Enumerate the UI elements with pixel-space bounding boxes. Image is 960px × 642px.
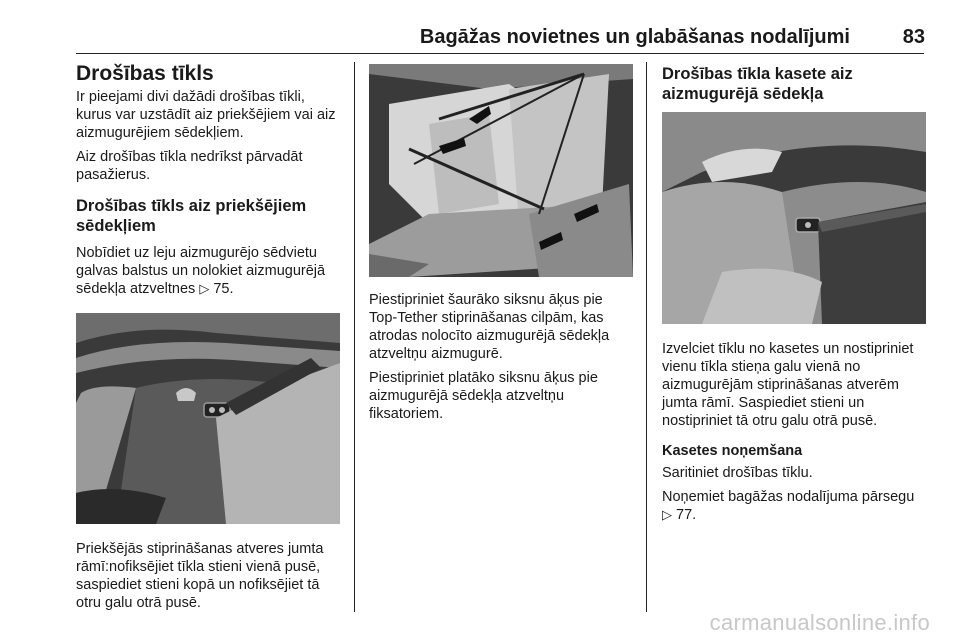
intro-paragraph: Ir pieejami divi dažādi drošības tīkli, kurus var uzstādīt aiz priekšējiem vai aiz aizmugurējiem sēdekļiem. — [76, 89, 336, 141]
header-divider — [76, 53, 924, 54]
cassette-net-illustration — [662, 112, 926, 324]
front-seat-net-heading: Drošības tīkls aiz priekšējiem sēdekļiem — [76, 197, 307, 235]
front-net-rod-illustration — [76, 313, 340, 524]
column-1 — [76, 62, 340, 612]
roll-up-net-paragraph: Saritiniet drošības tīklu. — [662, 465, 813, 481]
front-mount-instructions: Priekšējās stiprināšanas atveres jumta rāmī:nofiksējiet tīkla stieni vienā pusē, saspiediet stieni kopā un nofiksējiet tā otru galu otrā pusē. — [76, 541, 324, 611]
pull-out-net-paragraph: Izvelciet tīklu no kasetes un nostipriniet vienu tīkla stieņa galu vienā no aizmugurējām stiprināšanas atverēm jumta rāmī. Saspiediet stieni un nostipriniet tā otru galu otrā pusē. — [662, 341, 914, 429]
remove-cover-text: Noņemiet bagāžas nodalījuma pārsegu — [662, 489, 915, 505]
remove-cover-paragraph — [662, 488, 926, 525]
column-divider-left — [354, 62, 355, 612]
arrow-reference-icon: ▷ — [662, 508, 672, 523]
narrow-strap-paragraph: Piestipriniet šaurāko siksnu āķus pie Top-Tether stiprināšanas cilpām, kas atrodas nolocīto aizmugurējā sēdekļa atzveltņu aizmugurē. — [369, 292, 610, 362]
section-title: Drošības tīkls — [76, 62, 214, 85]
page-reference-link[interactable]: 75. — [213, 281, 234, 297]
arrow-reference-icon: ▷ — [199, 282, 210, 297]
passenger-warning-paragraph: Aiz drošības tīkla nedrīkst pārvadāt pasažierus. — [76, 149, 303, 183]
column-divider-right — [646, 62, 647, 612]
cassette-removal-heading: Kasetes noņemšana — [662, 443, 803, 459]
rear-cassette-heading: Drošības tīkla kasete aiz aizmugurējā sēdekļa — [662, 65, 853, 103]
wide-strap-paragraph: Piestipriniet platāko siksnu āķus pie aizmugurējā sēdekļa atzveltņu fiksatoriem. — [369, 370, 598, 422]
page-number: 83 — [902, 26, 925, 48]
column-2 — [369, 62, 634, 612]
page-header-title: Bagāžas novietnes un glabāšanas nodalījumi — [419, 26, 850, 48]
fold-seats-text: Nobīdiet uz leju aizmugurējo sēdvietu galvas balstus un nolokiet aizmugurējā sēdekļa atzveltnes — [76, 245, 326, 297]
fold-seats-paragraph — [76, 244, 340, 299]
page-reference-link[interactable]: 77. — [676, 507, 697, 523]
column-3 — [662, 62, 926, 612]
rear-straps-illustration — [369, 64, 633, 277]
watermark: carmanualsonline.info — [709, 610, 930, 635]
